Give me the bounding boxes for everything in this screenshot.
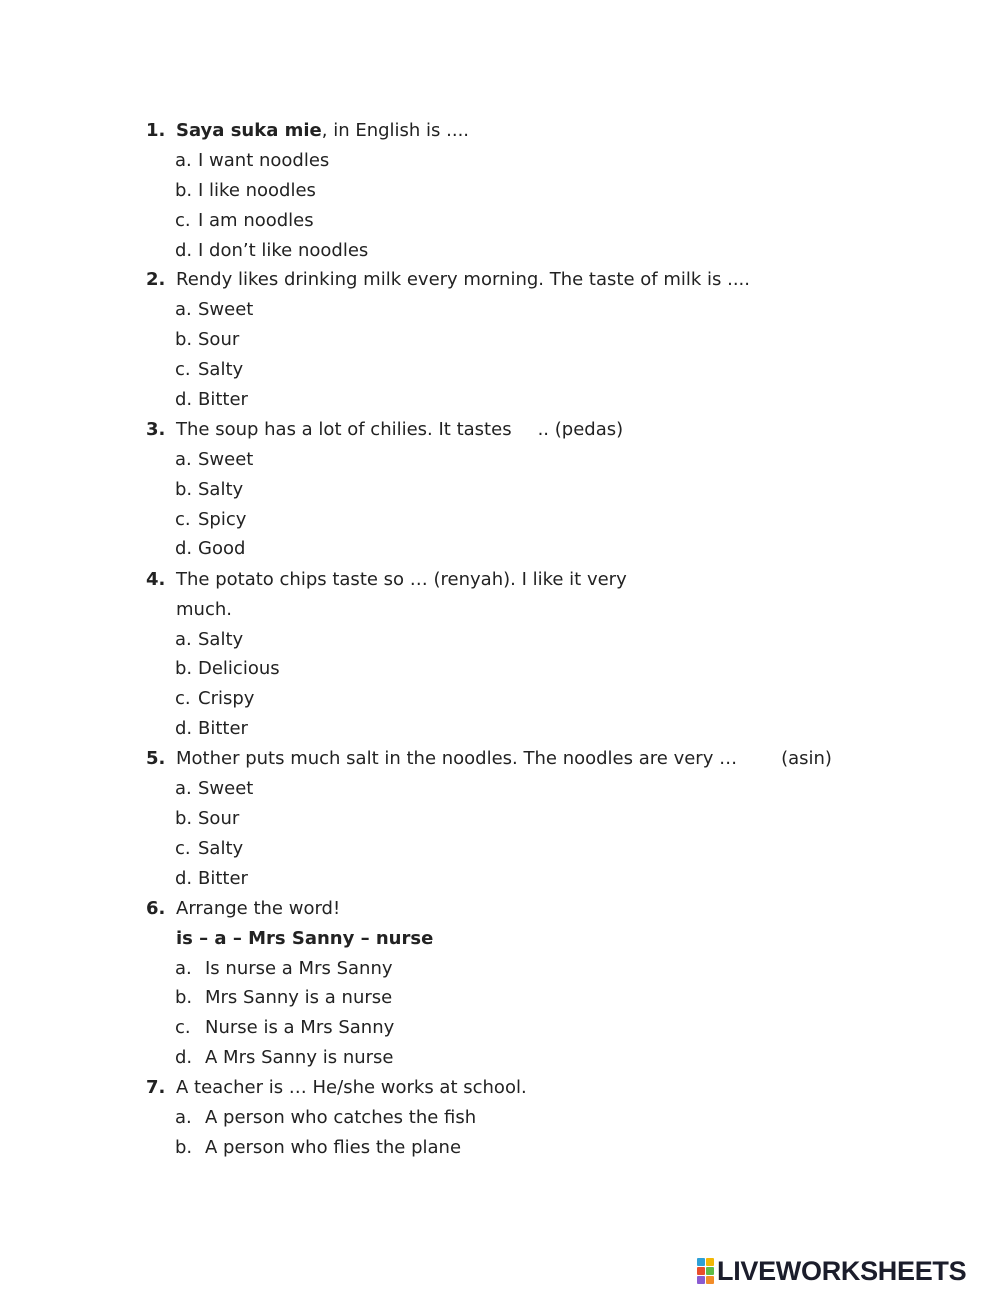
option-letter: b. (175, 658, 193, 679)
option-text: Nurse is a Mrs Sanny (205, 1017, 395, 1038)
option-letter: d. (175, 389, 193, 410)
option-text: Mrs Sanny is a nurse (205, 987, 393, 1008)
option-text: Sour (198, 808, 240, 829)
option-text: I like noodles (198, 180, 316, 201)
option-letter: d. (175, 538, 193, 559)
option-letter: c. (175, 1017, 191, 1038)
option-letter: d. (175, 240, 193, 261)
option-text: I want noodles (198, 150, 330, 171)
question-text: The potato chips taste so … (renyah). I like it very (176, 569, 627, 590)
question-number: 7. (146, 1077, 166, 1098)
option-text: Crispy (198, 688, 255, 709)
question-number: 3. (146, 419, 166, 440)
option-letter: a. (175, 958, 192, 979)
logo-text: LIVEWORKSHEETS (717, 1255, 967, 1286)
question-number: 1. (146, 120, 166, 141)
option-text: Sweet (198, 449, 254, 470)
option-letter: c. (175, 838, 191, 859)
option-text: Good (198, 538, 246, 559)
question-hint: (asin) (781, 748, 832, 769)
option-text: Bitter (198, 389, 248, 410)
question-text: A teacher is … He/she works at school. (176, 1077, 527, 1098)
question-text: much. (176, 599, 232, 620)
option-text: I don’t like noodles (198, 240, 369, 261)
question-text: Arrange the word! (176, 898, 341, 919)
question-text: Mother puts much salt in the noodles. The noodles are very … (176, 748, 738, 769)
option-letter: c. (175, 688, 191, 709)
option-letter: c. (175, 359, 191, 380)
question-number: 5. (146, 748, 166, 769)
question-number: 2. (146, 269, 166, 290)
option-text: Sweet (198, 778, 254, 799)
option-text: Delicious (198, 658, 280, 679)
logo-block (706, 1258, 714, 1266)
option-letter: a. (175, 629, 192, 650)
question-bold-phrase: Saya suka mie (176, 120, 322, 141)
option-letter: b. (175, 987, 193, 1008)
option-letter: b. (175, 180, 193, 201)
logo-block (706, 1267, 714, 1275)
option-text: A person who catches the fish (205, 1107, 477, 1128)
option-letter: d. (175, 718, 193, 739)
option-letter: a. (175, 778, 192, 799)
option-text: Sweet (198, 299, 254, 320)
option-text: Bitter (198, 718, 248, 739)
option-letter: b. (175, 329, 193, 350)
option-text: Salty (198, 838, 244, 859)
option-letter: a. (175, 1107, 192, 1128)
option-text: Spicy (198, 509, 247, 530)
option-text: Salty (198, 359, 244, 380)
question-text: , in English is .... (321, 120, 470, 141)
option-text: Salty (198, 479, 244, 500)
logo-block (706, 1276, 714, 1284)
option-text: Is nurse a Mrs Sanny (205, 958, 393, 979)
logo-block (697, 1276, 705, 1284)
option-letter: d. (175, 1047, 193, 1068)
option-text: Bitter (198, 868, 248, 889)
logo-block (697, 1267, 705, 1275)
option-letter: b. (175, 808, 193, 829)
option-letter: a. (175, 150, 192, 171)
option-text: I am noodles (198, 210, 314, 231)
logo-block (697, 1258, 705, 1266)
option-letter: a. (175, 299, 192, 320)
option-letter: c. (175, 210, 191, 231)
question-text: The soup has a lot of chilies. It tastes (176, 419, 512, 440)
option-letter: c. (175, 509, 191, 530)
option-text: Sour (198, 329, 240, 350)
scrambled-words: is – a – Mrs Sanny – nurse (176, 928, 434, 949)
question-hint: .. (pedas) (537, 419, 624, 440)
liveworksheets-logo (697, 1254, 995, 1288)
question-text: Rendy likes drinking milk every morning. The taste of milk is .... (176, 269, 750, 290)
option-letter: a. (175, 449, 192, 470)
logo-blocks-icon (697, 1258, 714, 1284)
option-letter: b. (175, 1137, 193, 1158)
question-number: 6. (146, 898, 166, 919)
option-text: Salty (198, 629, 244, 650)
option-text: A Mrs Sanny is nurse (205, 1047, 394, 1068)
option-letter: b. (175, 479, 193, 500)
option-letter: d. (175, 868, 193, 889)
option-text: A person who flies the plane (205, 1137, 462, 1158)
question-number: 4. (146, 569, 166, 590)
